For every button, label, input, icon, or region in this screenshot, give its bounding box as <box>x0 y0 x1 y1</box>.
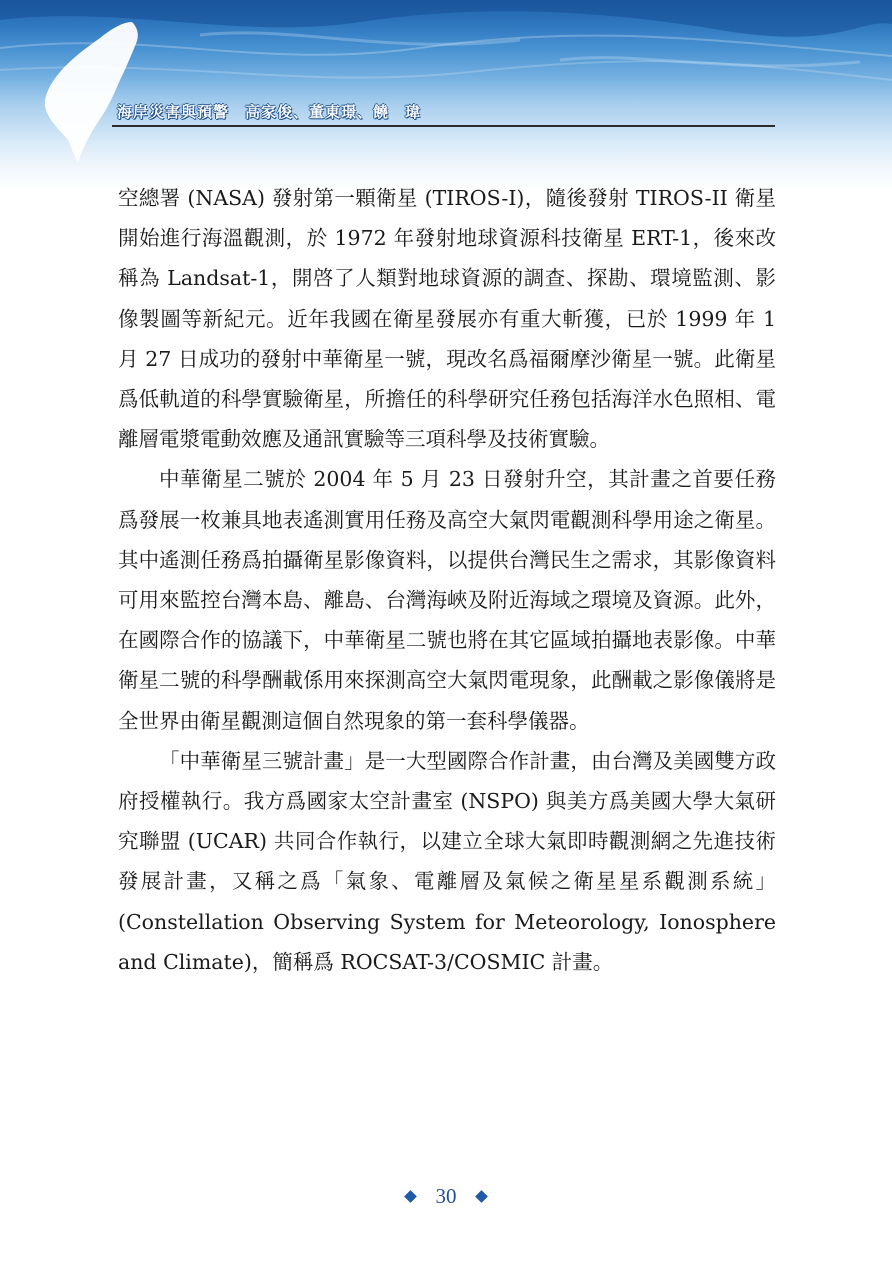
diamond-icon <box>404 1190 417 1203</box>
page-number: 30 <box>435 1184 457 1208</box>
paragraph-1: 空總署 (NASA) 發射第一顆衛星 (TIROS-I)，隨後發射 TIROS-II 衛星開始進行海溫觀測，於 1972 年發射地球資源科技衛星 ERT-1，後來改稱為 Landsat-1，開啓了人類對地球資源的調查、探勘、環境監測、影像製圖等新紀元。近年我國在衛星發展亦有重大斬獲，已於 1999 年 1 月 27 日成功的發射中華衛星一號，現改名爲福爾摩沙衛星一號。此衛星爲低軌道的科學實驗衛星，所擔任的科學研究任務包括海洋水色照相、電離層電漿電動效應及通訊實驗等三項科學及技術實驗。 <box>118 186 776 452</box>
paragraph-2: 中華衛星二號於 2004 年 5 月 23 日發射升空，其計畫之首要任務爲發展一枚兼具地表遙測實用任務及高空大氣閃電觀測科學用途之衛星。其中遙測任務爲拍攝衛星影像資料，以提供台灣民生之需求，其影像資料可用來監控台灣本島、離島、台灣海峽及附近海域之環境及資源。此外，在國際合作的協議下，中華衛星二號也將在其它區域拍攝地表影像。中華衛星二號的科學酬載係用來探測高空大氣閃電現象，此酬載之影像儀將是全世界由衛星觀測這個自然現象的第一套科學儀器。 <box>118 467 776 733</box>
body-text <box>118 178 776 982</box>
running-header-title: 海岸災害與預警 高家俊、董東璟、饒 瑋 <box>117 103 422 121</box>
paragraph-3: 「中華衛星三號計畫」是一大型國際合作計畫，由台灣及美國雙方政府授權執行。我方爲國家太空計畫室 (NSPO) 與美方爲美國大學大氣研究聯盟 (UCAR) 共同合作執行，以建立全球大氣即時觀測網之先進技術發展計畫，又稱之爲「氣象、電離層及氣候之衛星星系觀測系統」(Constellation Observing System for Meteorology, Ionosphere and Climate)，簡稱爲 ROCSAT-3/COSMIC 計畫。 <box>118 748 776 974</box>
diamond-icon <box>475 1190 488 1203</box>
taiwan-island-icon <box>40 18 150 168</box>
header-rule <box>112 125 775 127</box>
page-footer <box>0 1183 892 1209</box>
